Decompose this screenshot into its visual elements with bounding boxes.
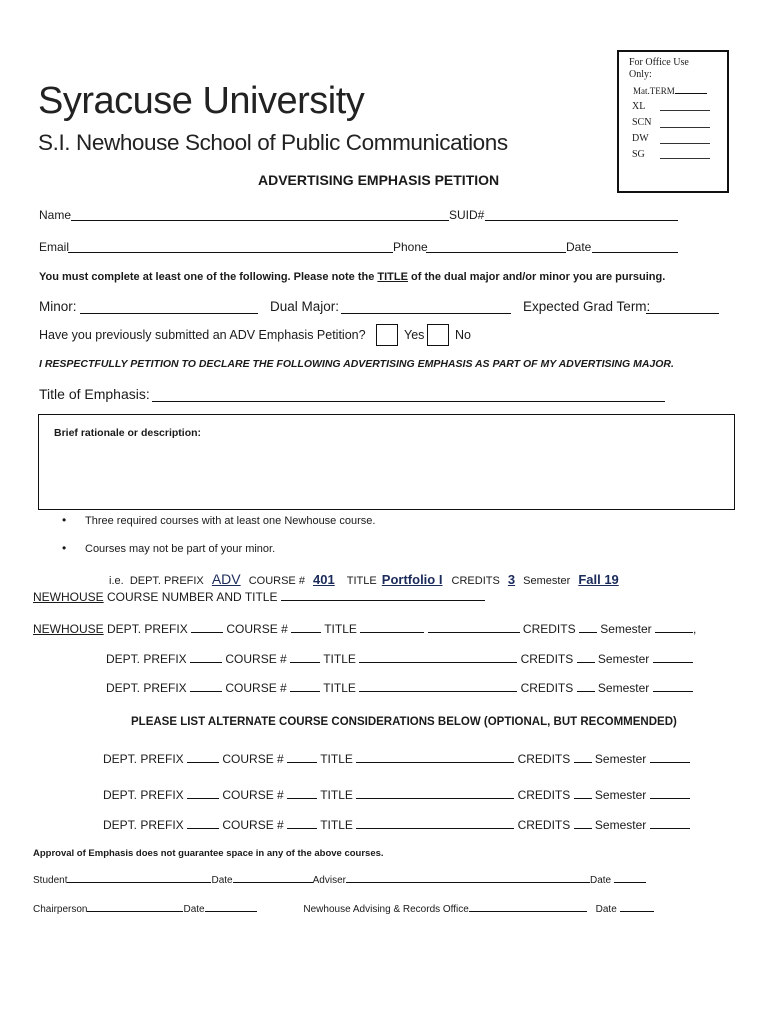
chairperson-signature-row[interactable]: Chairperson Date Newhouse Advising & Records Office Date bbox=[33, 904, 654, 915]
phone-label: Phone bbox=[393, 240, 428, 254]
previous-petition-question: Have you previously submitted an ADV Emphasis Petition? bbox=[39, 328, 366, 342]
mat-term-label: Mat.TERM bbox=[633, 86, 675, 96]
form-title: ADVERTISING EMPHASIS PETITION bbox=[258, 172, 500, 188]
alt-course-row-2[interactable]: DEPT. PREFIX COURSE # TITLE CREDITS Semester bbox=[103, 788, 690, 802]
suid-label: SUID# bbox=[449, 208, 485, 222]
example-newhouse-row: NEWHOUSE COURSE NUMBER AND TITLE bbox=[33, 590, 485, 604]
course-row-3[interactable]: DEPT. PREFIX COURSE # TITLE CREDITS Semester bbox=[106, 681, 693, 695]
date-field[interactable] bbox=[592, 252, 678, 253]
school-name: S.I. Newhouse School of Public Communications bbox=[38, 130, 508, 155]
office-code-scn: SCN bbox=[632, 117, 652, 128]
alt-course-row-3[interactable]: DEPT. PREFIX COURSE # TITLE CREDITS Semester bbox=[103, 818, 690, 832]
name-field[interactable] bbox=[71, 220, 449, 221]
rationale-label: Brief rationale or description: bbox=[54, 427, 202, 439]
title-of-emphasis-label: Title of Emphasis: bbox=[39, 386, 150, 402]
approval-note: Approval of Emphasis does not guarantee space in any of the above courses. bbox=[33, 848, 384, 859]
minor-field[interactable] bbox=[80, 313, 258, 314]
suid-field[interactable] bbox=[485, 220, 678, 221]
office-code-dw: DW bbox=[632, 133, 649, 144]
email-field[interactable] bbox=[68, 252, 393, 253]
course-row-1[interactable]: NEWHOUSE DEPT. PREFIX COURSE # TITLE CREDITS Semester , bbox=[33, 622, 697, 636]
example-prefix-value: ADV bbox=[211, 571, 241, 587]
grad-term-label: Expected Grad Term: bbox=[523, 299, 651, 314]
yes-label: Yes bbox=[404, 328, 425, 342]
example-title-value: Portfolio I bbox=[381, 572, 443, 587]
office-use-title: For Office Use Only: bbox=[629, 57, 689, 80]
bullet-item-1: Three required courses with at least one Newhouse course. bbox=[85, 515, 376, 527]
alt-course-row-1[interactable]: DEPT. PREFIX COURSE # TITLE CREDITS Semester bbox=[103, 752, 690, 766]
course-row-2[interactable]: DEPT. PREFIX COURSE # TITLE CREDITS Semester bbox=[106, 652, 693, 666]
date-label: Date bbox=[566, 240, 592, 254]
office-line-xl[interactable] bbox=[660, 110, 710, 111]
office-line-sg[interactable] bbox=[660, 158, 710, 159]
university-logo-text: Syracuse University bbox=[38, 80, 365, 122]
alternate-heading: PLEASE LIST ALTERNATE COURSE CONSIDERATIONS BELOW (OPTIONAL, BUT RECOMMENDED) bbox=[131, 716, 677, 728]
no-label: No bbox=[455, 328, 471, 342]
example-semester-value: Fall 19 bbox=[578, 572, 619, 587]
example-course-value: 401 bbox=[313, 572, 335, 587]
bullet-item-2: Courses may not be part of your minor. bbox=[85, 543, 276, 555]
title-of-emphasis-field[interactable] bbox=[152, 401, 665, 402]
minor-label: Minor: bbox=[39, 299, 77, 314]
student-signature-row[interactable]: Student Date Adviser Date bbox=[33, 875, 646, 886]
grad-term-field[interactable] bbox=[646, 313, 719, 314]
name-label: Name bbox=[39, 208, 72, 222]
example-row: i.e. DEPT. PREFIX ADV COURSE # 401 TITLE Portfolio I CREDITS 3 Semester Fall 19 bbox=[109, 571, 619, 587]
phone-field[interactable] bbox=[426, 252, 566, 253]
no-checkbox[interactable] bbox=[427, 324, 449, 346]
email-label: Email bbox=[39, 240, 70, 254]
dual-major-field[interactable] bbox=[341, 313, 511, 314]
office-mat-term bbox=[633, 86, 707, 96]
office-line-scn[interactable] bbox=[660, 127, 710, 128]
instruction-text: You must complete at least one of the following. Please note the TITLE of the dual major and/or minor you are pursuing. bbox=[39, 271, 666, 283]
bullet-dot-1: • bbox=[62, 513, 67, 527]
declaration-text: I RESPECTFULLY PETITION TO DECLARE THE FOLLOWING ADVERTISING EMPHASIS AS PART OF MY ADVERTISING MAJOR. bbox=[39, 358, 674, 370]
yes-checkbox[interactable] bbox=[376, 324, 398, 346]
office-code-xl: XL bbox=[632, 101, 646, 112]
bullet-dot-2: • bbox=[62, 541, 67, 555]
office-code-sg: SG bbox=[632, 149, 645, 160]
office-line-dw[interactable] bbox=[660, 143, 710, 144]
example-credits-value: 3 bbox=[507, 572, 516, 587]
dual-major-label: Dual Major: bbox=[270, 299, 340, 314]
